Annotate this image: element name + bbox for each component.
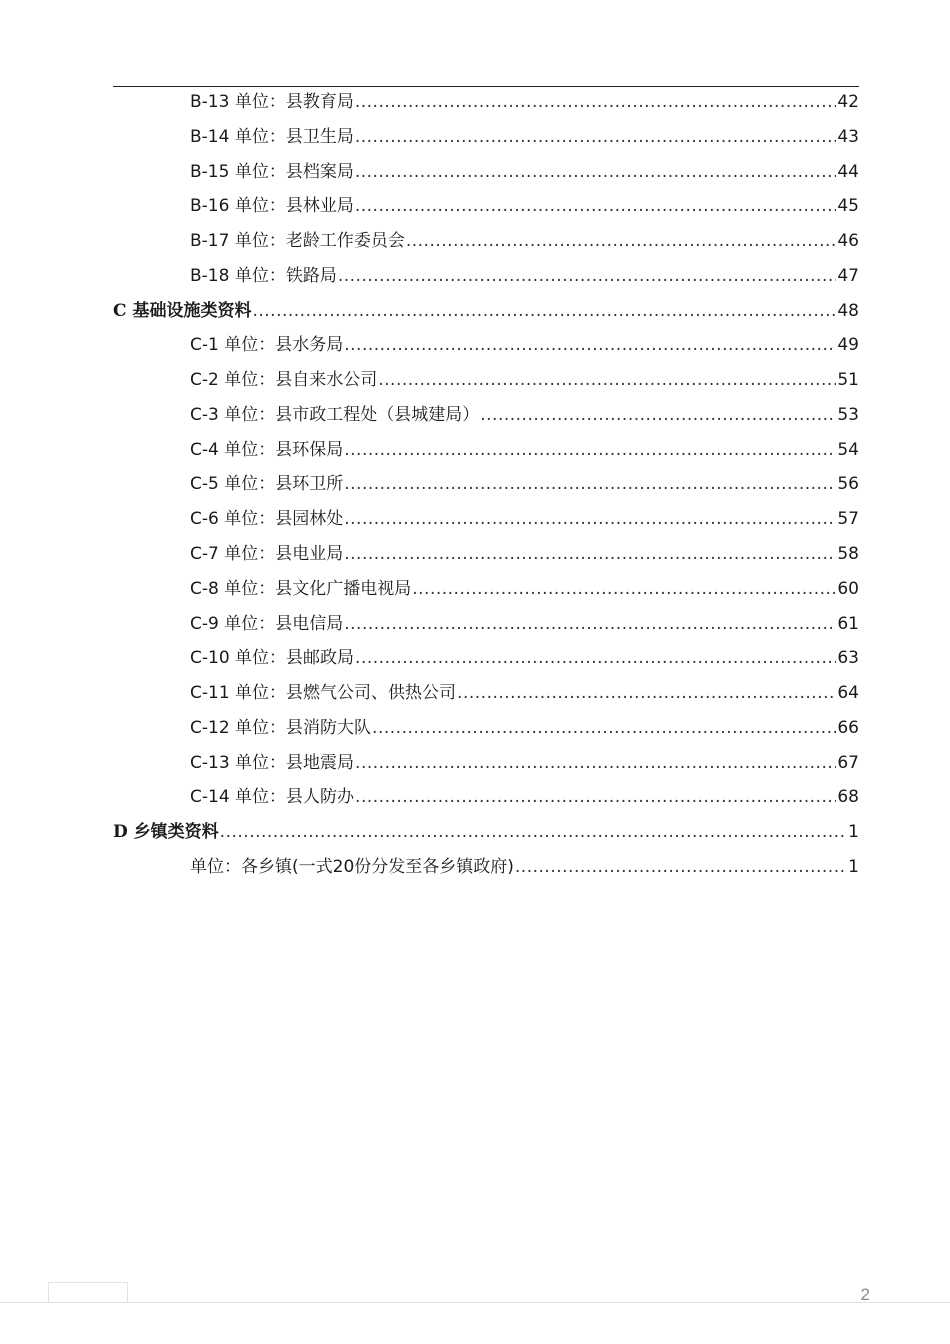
toc-entry-page: 53 (837, 404, 859, 425)
toc-entry[interactable] (190, 713, 859, 743)
dot-leader (457, 678, 836, 708)
page-number: 2 (860, 1285, 870, 1304)
toc-section-entry[interactable] (113, 817, 859, 847)
toc-entry[interactable] (190, 400, 859, 430)
toc-entry[interactable] (190, 87, 859, 117)
toc-entry-page: 67 (837, 752, 859, 773)
toc-entry-page: 47 (837, 265, 859, 286)
dot-leader (344, 435, 836, 465)
dot-leader (355, 122, 837, 152)
toc-entry-label: B-15 单位：县档案局 (190, 161, 354, 182)
toc-entry-label: B-13 单位：县教育局 (190, 92, 354, 112)
dot-leader (378, 365, 836, 395)
toc-entry-label: C-14 单位：县人防办 (190, 787, 355, 808)
toc-entry-label: C-7 单位：县电业局 (190, 544, 344, 564)
toc-entry-label: B-17 单位：老龄工作委员会 (190, 231, 405, 252)
dot-leader (412, 574, 836, 604)
dot-leader (338, 261, 837, 291)
toc-entry-page: 43 (837, 126, 859, 147)
toc-entry[interactable] (190, 678, 859, 708)
toc-entry-page: 68 (837, 787, 859, 808)
dot-leader (344, 504, 836, 534)
toc-entry-page: 48 (837, 300, 859, 321)
toc-entry[interactable] (190, 748, 859, 778)
toc-entry-label: C-10 单位：县邮政局 (190, 648, 355, 669)
toc-entry-page: 54 (837, 439, 859, 460)
toc-entry-label: C-5 单位：县环卫所 (190, 474, 344, 495)
toc-entry-page: 60 (837, 578, 859, 599)
toc-entry-label: C-3 单位：县市政工程处（县城建局） (190, 404, 480, 425)
dot-leader (372, 713, 836, 743)
toc-entry-page: 42 (837, 92, 859, 112)
toc-entry[interactable] (190, 330, 859, 360)
dot-leader (355, 643, 836, 673)
toc-entry-page: 61 (837, 613, 859, 634)
toc-entry-page: 56 (837, 474, 859, 495)
toc-entry[interactable] (190, 226, 859, 256)
toc-entry-label: C-8 单位：县文化广播电视局 (190, 578, 412, 599)
toc-entry-label: C-13 单位：县地震局 (190, 752, 355, 773)
toc-entry[interactable] (190, 609, 859, 639)
toc-entry[interactable] (190, 469, 859, 499)
dot-leader (252, 296, 836, 326)
dot-leader (344, 539, 836, 569)
toc-entry-label: B-14 单位：县卫生局 (190, 126, 354, 147)
toc-entry-page: 63 (837, 648, 859, 669)
toc-entry-label: C-9 单位：县电信局 (190, 613, 344, 634)
toc-entry-page: 66 (837, 717, 859, 738)
toc-entry-page: 64 (837, 683, 859, 704)
toc-entry-label: C-6 单位：县园林处 (190, 509, 344, 530)
footer-rule (0, 1302, 950, 1303)
toc-entry[interactable] (190, 435, 859, 465)
toc-entry-page: 46 (837, 231, 859, 252)
toc-entry-label: B-18 单位：铁路局 (190, 265, 337, 286)
toc-entry-page: 57 (837, 509, 859, 530)
footer-tab (48, 1282, 128, 1303)
toc-entry-label: C-1 单位：县水务局 (190, 335, 344, 356)
toc-entry[interactable] (190, 191, 859, 221)
dot-leader (355, 191, 837, 221)
toc-entry-label: C-12 单位：县消防大队 (190, 717, 372, 738)
toc-entry[interactable] (190, 539, 859, 569)
toc-entry[interactable] (190, 157, 859, 187)
dot-leader (344, 469, 836, 499)
dot-leader (480, 400, 836, 430)
toc-entry-page: 49 (837, 335, 859, 356)
dot-leader (355, 748, 836, 778)
toc-entry-label: C-4 单位：县环保局 (190, 439, 344, 460)
toc-entry[interactable] (190, 782, 859, 812)
toc-entry-page: 45 (837, 196, 859, 217)
toc-section-entry[interactable] (113, 296, 859, 326)
toc-entry-page: 51 (837, 370, 859, 391)
dot-leader (355, 782, 836, 812)
dot-leader (220, 817, 848, 847)
toc-entry[interactable] (190, 504, 859, 534)
dot-leader (406, 226, 837, 256)
toc-entry-page: 1 (848, 822, 859, 843)
toc-entry-page: 58 (837, 544, 859, 564)
toc-entry-page: 44 (837, 161, 859, 182)
toc-entry[interactable] (190, 261, 859, 291)
toc-entry-label: D 乡镇类资料 (113, 822, 219, 843)
dot-leader (355, 87, 837, 117)
toc-entry[interactable] (190, 852, 859, 882)
dot-leader (344, 609, 836, 639)
toc-entry-label: 单位：各乡镇(一式20份分发至各乡镇政府) (190, 856, 514, 877)
toc-entry-label: C-11 单位：县燃气公司、供热公司 (190, 683, 457, 704)
dot-leader (344, 330, 836, 360)
toc-entry-label: C-2 单位：县自来水公司 (190, 370, 378, 391)
dot-leader (355, 157, 837, 187)
toc-entry[interactable] (190, 122, 859, 152)
toc-entry[interactable] (190, 643, 859, 673)
dot-leader (515, 852, 847, 882)
toc-entry-page: 1 (848, 856, 859, 877)
toc-entry-label: C 基础设施类资料 (113, 300, 252, 321)
toc-entry[interactable] (190, 365, 859, 395)
toc-entry[interactable] (190, 574, 859, 604)
toc-entry-label: B-16 单位：县林业局 (190, 196, 354, 217)
